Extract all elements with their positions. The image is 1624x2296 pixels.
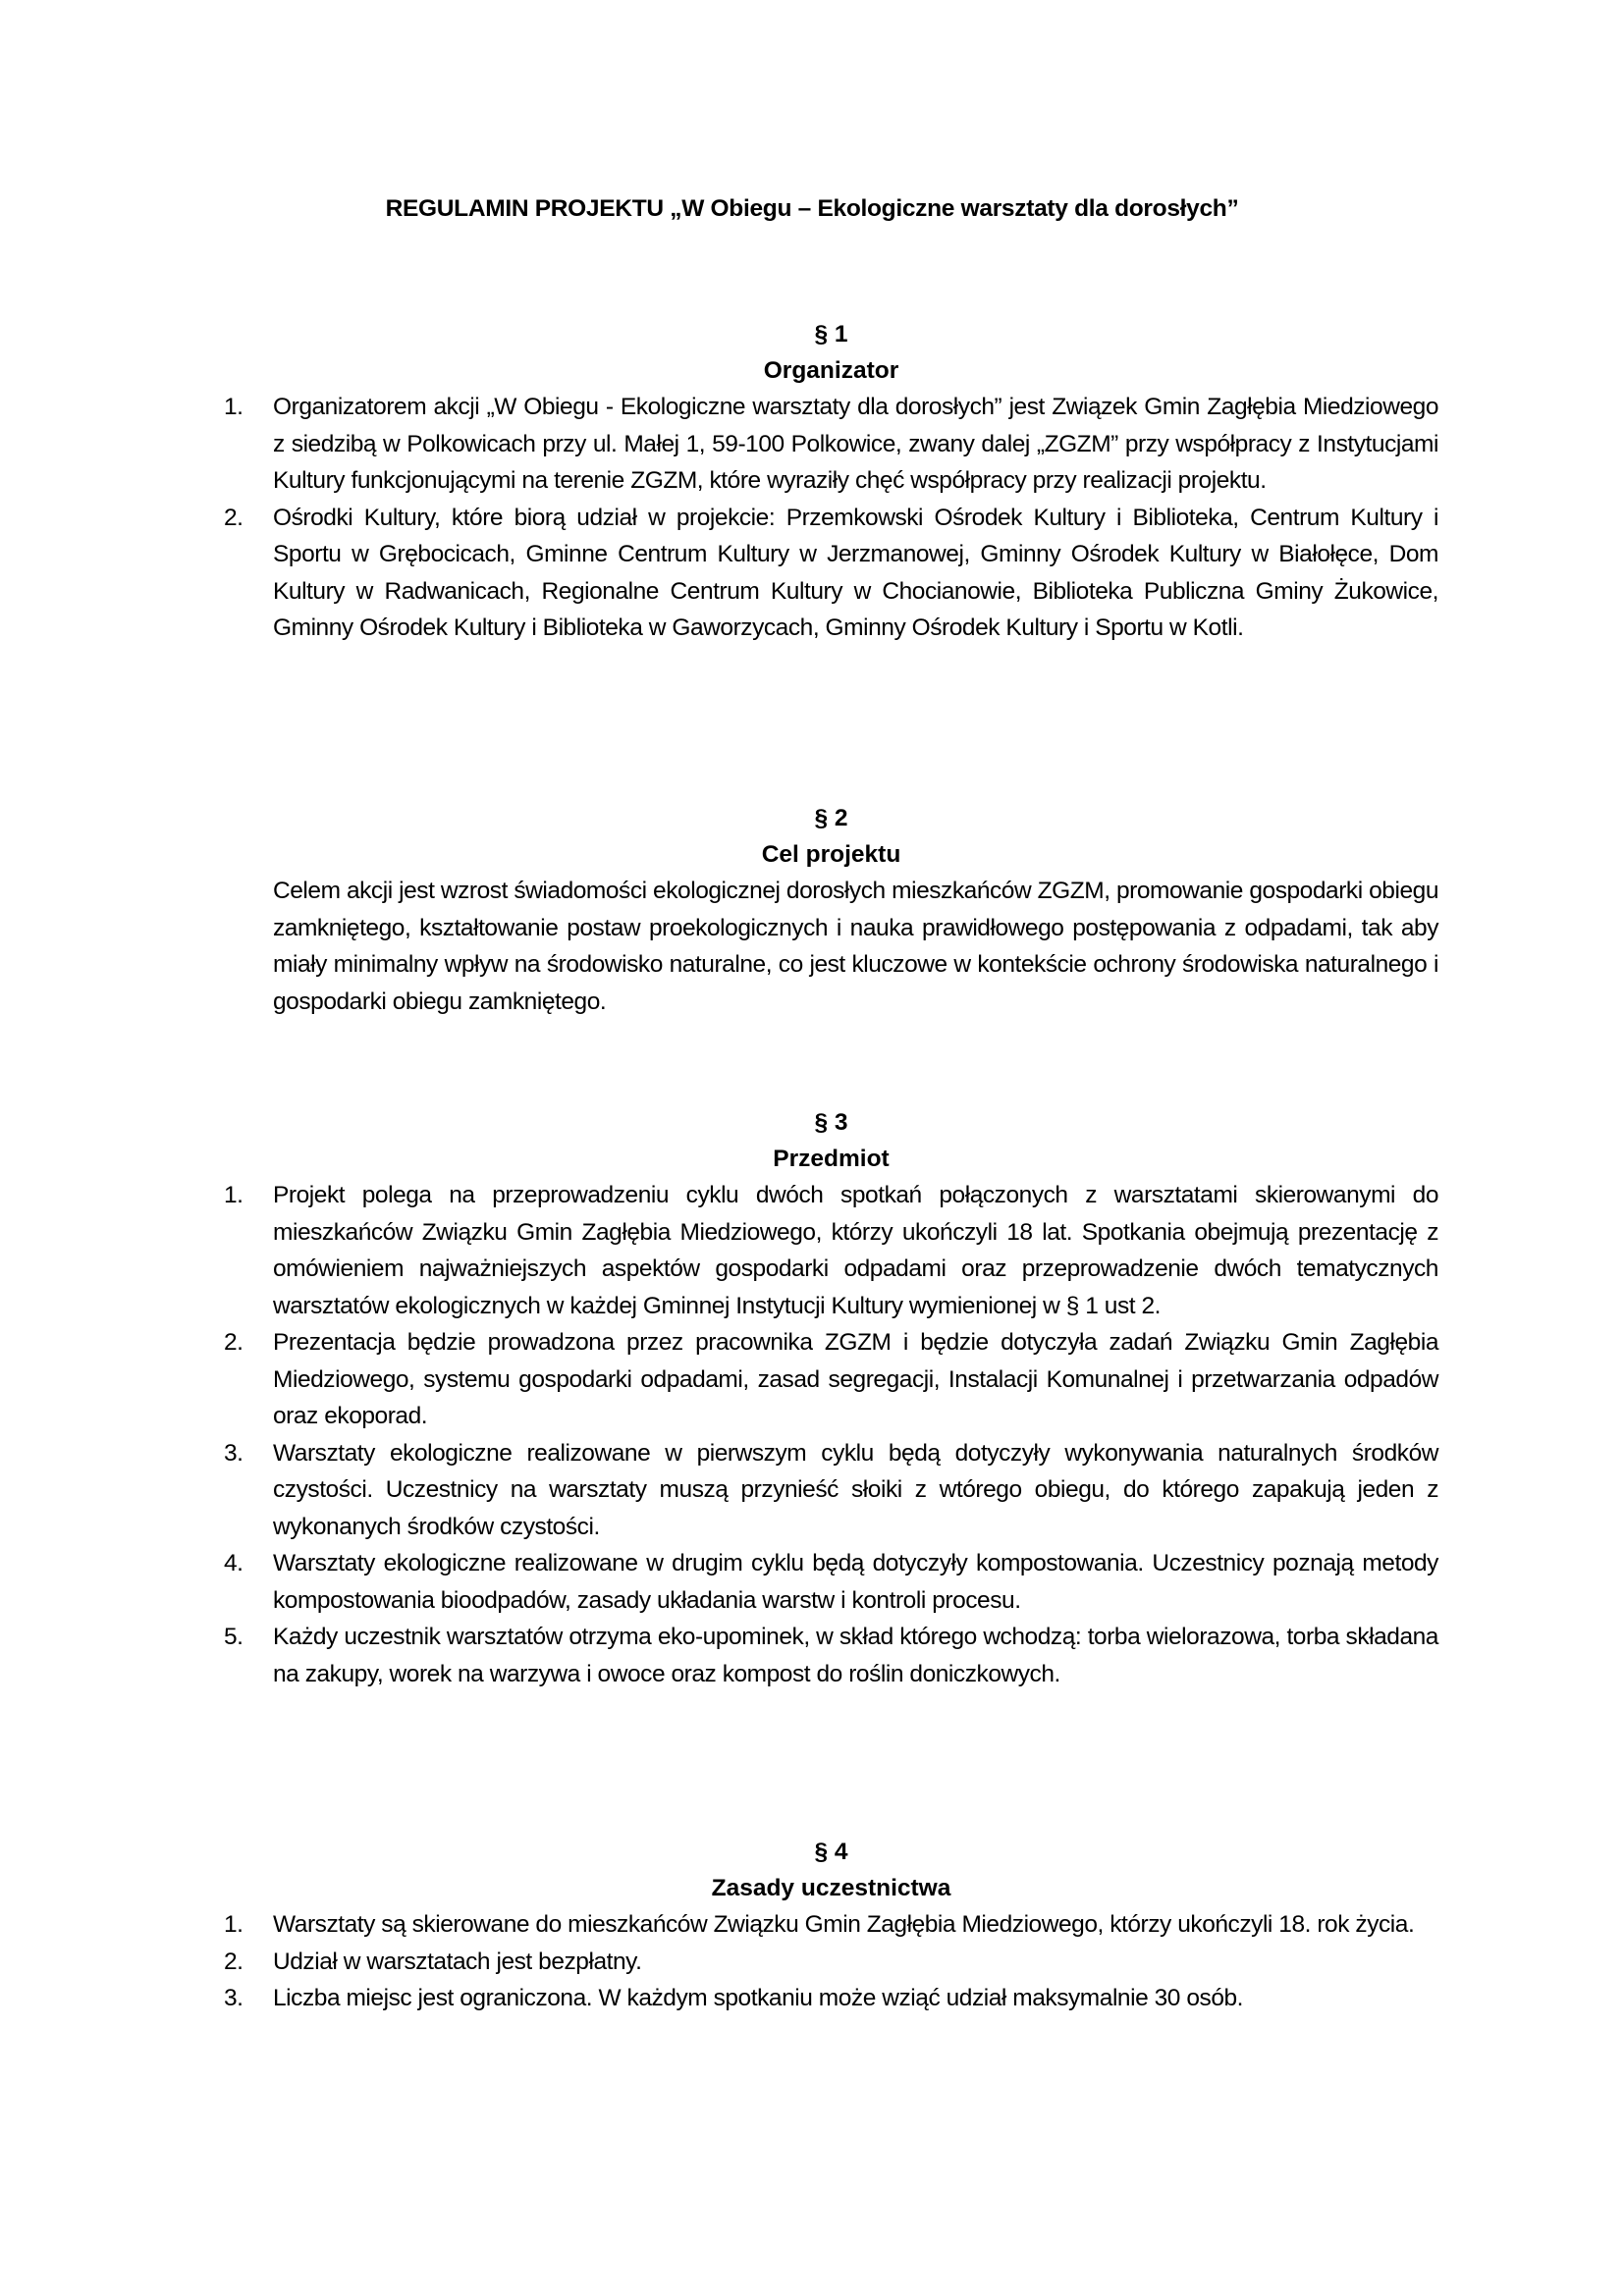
list-item-text: Projekt polega na przeprowadzeniu cyklu dwóch spotkań połączonych z warsztatami skierowanymi do mieszkańców Związku Gmin Zagłębia Miedziowego, którzy ukończyli 18 lat. Spotkania obejmują prezentację z omówieniem najważniejszych aspektów gospodarki odpadami oraz przeprowadzenie dwóch tematycznych warsztatów ekologicznych w każdej Gminnej Instytucji Kultury wymienionej w § 1 ust 2. [273, 1182, 1438, 1319]
list-item-number: 5. [224, 1624, 244, 1650]
list-item [224, 389, 1438, 500]
list-item [224, 1435, 1438, 1546]
list-item-number: 2. [224, 504, 244, 531]
section-list [224, 389, 1438, 647]
list-item-number: 4. [224, 1550, 244, 1576]
list-item-number: 1. [224, 1911, 244, 1938]
list-item-number: 2. [224, 1329, 244, 1356]
section-number: § 4 [814, 1839, 848, 1865]
section-heading: Przedmiot [773, 1146, 890, 1172]
list-item [224, 1324, 1438, 1435]
list-item-number: 1. [224, 1182, 244, 1208]
list-item [224, 1980, 1438, 2017]
list-item-text: Każdy uczestnik warsztatów otrzyma eko-upominek, w skład którego wchodzą: torba wielorazowa, torba składana na zakupy, worek na warzywa i owoce oraz kompost do roślin doniczkowych. [273, 1624, 1438, 1687]
section-paragraph: Celem akcji jest wzrost świadomości ekologicznej dorosłych mieszkańców ZGZM, promowanie gospodarki obiegu zamkniętego, kształtowanie postaw proekologicznych i nauka prawidłowego postępowania z odpadami, tak aby miały minimalny wpływ na środowisko naturalne, co jest kluczowe w kontekście ochrony środowiska naturalnego i gospodarki obiegu zamkniętego. [273, 878, 1438, 1015]
list-item-text: Warsztaty ekologiczne realizowane w pierwszym cyklu będą dotyczyły wykonywania naturalnych środków czystości. Uczestnicy na warsztaty muszą przynieść słoiki z wtórego obiegu, do którego zapakują jeden z wykonanych środków czystości. [273, 1439, 1438, 1540]
section-4 [224, 1834, 1438, 2017]
list-item-text: Ośrodki Kultury, które biorą udział w projekcie: Przemkowski Ośrodek Kultury i Biblioteka, Centrum Kultury i Sportu w Grębocicach, Gminne Centrum Kultury w Jerzmanowej, Gminny Ośrodek Kultury w Białołęce, Dom Kultury w Radwanicach, Regionalne Centrum Kultury w Chocianowie, Biblioteka Publiczna Gminy Żukowice, Gminny Ośrodek Kultury i Biblioteka w Gaworzycach, Gminny Ośrodek Kultury i Sportu w Kotli. [273, 504, 1438, 641]
list-item-text: Organizatorem akcji „W Obiegu - Ekologiczne warsztaty dla dorosłych” jest Związek Gmin Zagłębia Miedziowego z siedzibą w Polkowicach przy ul. Małej 1, 59-100 Polkowice, zwany dalej „ZGZM” przy współpracy z Instytucjami Kultury funkcjonującymi na terenie ZGZM, które wyraziły chęć współpracy przy realizacji projektu. [273, 394, 1438, 494]
list-item [224, 1906, 1438, 1944]
section-number: § 3 [814, 1109, 848, 1136]
document-title: REGULAMIN PROJEKTU „W Obiegu – Ekologiczne warsztaty dla dorosłych” [385, 195, 1239, 222]
list-item-number: 3. [224, 1439, 244, 1467]
section-heading: Zasady uczestnictwa [711, 1875, 951, 1901]
list-item-text: Prezentacja będzie prowadzona przez pracownika ZGZM i będzie dotyczyła zadań Związku Gmin Zagłębia Miedziowego, systemu gospodarki odpadami, zasad segregacji, Instalacji Komunalnej i przetwarzania odpadów oraz ekoporad. [273, 1329, 1438, 1429]
list-item-text: Warsztaty są skierowane do mieszkańców Związku Gmin Zagłębia Miedziowego, którzy ukończyli 18. rok życia. [273, 1911, 1415, 1938]
list-item [224, 500, 1438, 647]
section-2 [224, 800, 1438, 1020]
section-number: § 1 [814, 321, 848, 347]
list-item-number: 2. [224, 1948, 244, 1975]
list-item [224, 1545, 1438, 1619]
list-item-number: 3. [224, 1985, 244, 2011]
list-item [224, 1177, 1438, 1324]
section-list [224, 1177, 1438, 1692]
section-number: § 2 [814, 805, 848, 831]
section-list [224, 1906, 1438, 2017]
list-item-text: Warsztaty ekologiczne realizowane w drugim cyklu będą dotyczyły kompostowania. Uczestnicy poznają metody kompostowania bioodpadów, zasady układania warstw i kontroli procesu. [273, 1550, 1438, 1614]
list-item [224, 1619, 1438, 1692]
section-1 [224, 316, 1438, 647]
list-item-text: Udział w warsztatach jest bezpłatny. [273, 1948, 642, 1975]
list-item [224, 1944, 1438, 1981]
section-heading: Organizator [763, 357, 899, 384]
section-heading: Cel projektu [761, 841, 901, 868]
list-item-number: 1. [224, 394, 244, 420]
list-item-text: Liczba miejsc jest ograniczona. W każdym spotkaniu może wziąć udział maksymalnie 30 osób. [273, 1985, 1244, 2011]
section-3 [224, 1104, 1438, 1692]
